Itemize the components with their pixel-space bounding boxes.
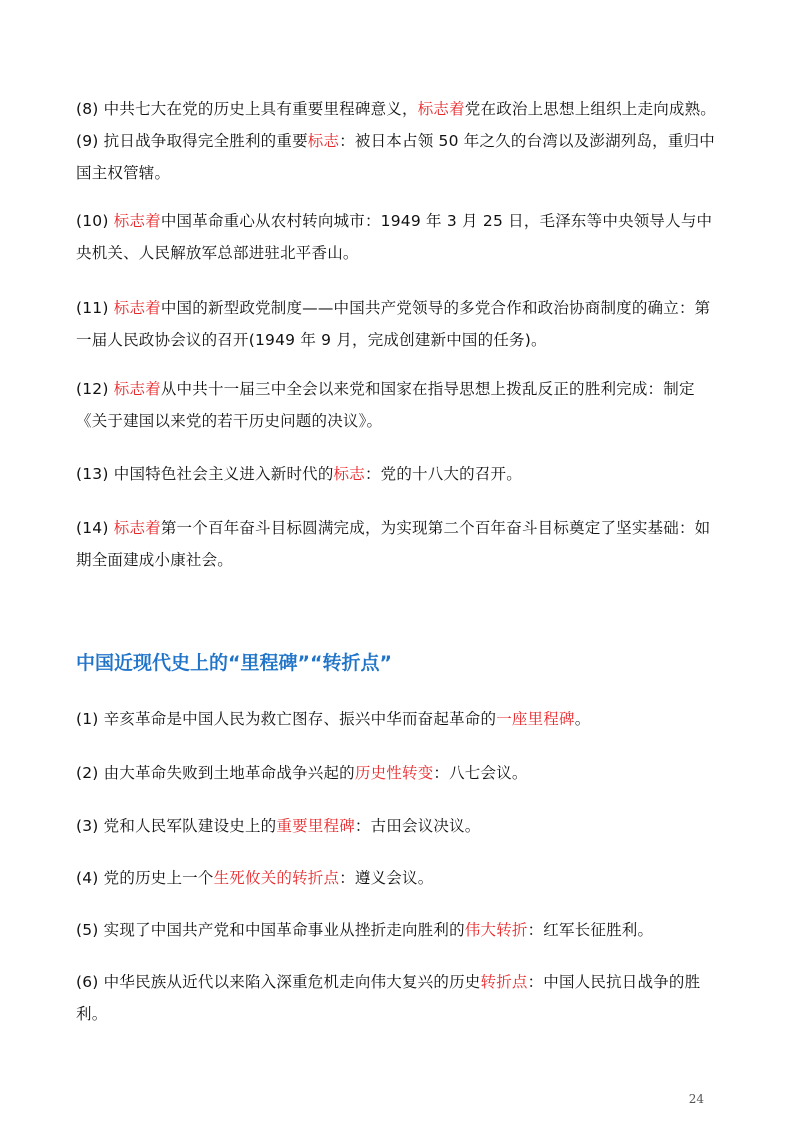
segment: 从中共十一届三中全会以来党和国家在指导思想上拨乱反正的胜利完成：制定《关于建国以来党的若干历史问题的决议》。 [76, 380, 695, 430]
page-number: 24 [688, 1092, 704, 1106]
segment: (1) 辛亥革命是中国人民为救亡图存、振兴中华而奋起革命的 [76, 710, 497, 728]
segment: (6) 中华民族从近代以来陷入深重危机走向伟大复兴的历史 [76, 973, 481, 991]
segment: (9) 抗日战争取得完全胜利的重要 [76, 132, 308, 150]
segment: (8) 中共七大在党的历史上具有重要里程碑意义， [76, 100, 418, 118]
highlight-segment: 转折点 [480, 973, 528, 991]
highlight-segment: 标志着 [113, 299, 161, 317]
segment: 中国革命重心从农村转向城市：1949 年 3 月 25 日，毛泽东等中央领导人与中央机关、人民解放军总部进驻北平香山。 [76, 212, 713, 262]
paragraph-9 [76, 125, 724, 189]
segment: 中国的新型政党制度——中国共产党领导的多党合作和政治协商制度的确立：第一届人民政协会议的召开(1949 年 9 月，完成创建新中国的任务)。 [76, 299, 711, 349]
highlight-segment: 标志着 [113, 380, 161, 398]
segment: ：遵义会议。 [339, 869, 434, 887]
segment: (2) 由大革命失败到土地革命战争兴起的 [76, 764, 355, 782]
segment: (5) 实现了中国共产党和中国革命事业从挫折走向胜利的 [76, 921, 465, 939]
list-item-2 [76, 757, 724, 789]
segment: (10) [76, 212, 114, 230]
paragraph-13 [76, 458, 724, 490]
segment: ：古田会议决议。 [354, 817, 481, 835]
segment: (14) [76, 519, 114, 537]
highlight-segment: 标志 [333, 465, 365, 483]
segment: 党在政治上思想上组织上走向成熟。 [464, 100, 716, 118]
paragraph-10 [76, 205, 724, 269]
paragraph-14 [76, 512, 724, 576]
segment: 。 [574, 710, 591, 728]
highlight-segment: 标志 [307, 132, 340, 150]
list-item-5 [76, 914, 724, 946]
segment: (4) 党的历史上一个 [76, 869, 214, 887]
paragraph-12 [76, 373, 724, 437]
segment: 第一个百年奋斗目标圆满完成，为实现第二个百年奋斗目标奠定了坚实基础：如期全面建成小康社会。 [76, 519, 711, 569]
list-item-3 [76, 810, 724, 842]
segment: (3) 党和人民军队建设史上的 [76, 817, 277, 835]
paragraph-11 [76, 292, 724, 356]
segment: ：八七会议。 [433, 764, 528, 782]
list-item-4 [76, 862, 724, 894]
segment: (11) [76, 299, 114, 317]
highlight-segment: 标志着 [417, 100, 465, 118]
highlight-segment: 伟大转折 [464, 921, 528, 939]
segment: ：中国人民抗日战争的胜利。 [76, 973, 701, 1023]
list-item-6 [76, 966, 724, 1030]
highlight-segment: 标志着 [113, 519, 161, 537]
list-item-1 [76, 703, 724, 735]
segment: ：党的十八大的召开。 [364, 465, 522, 483]
highlight-segment: 历史性转变 [354, 764, 434, 782]
highlight-segment: 标志着 [113, 212, 161, 230]
paragraph-8 [76, 93, 724, 125]
highlight-segment: 一座里程碑 [496, 710, 575, 728]
segment: (12) [76, 380, 114, 398]
segment: ：红军长征胜利。 [527, 921, 654, 939]
segment: ：被日本占领 50 年之久的台湾以及澎湖列岛，重归中国主权管辖。 [76, 132, 715, 182]
highlight-segment: 重要里程碑 [276, 817, 355, 835]
highlight-segment: 生死攸关的转折点 [213, 869, 340, 887]
section-heading: 中国近现代史上的“里程碑”“转折点” [76, 652, 392, 674]
segment: (13) 中国特色社会主义进入新时代的 [76, 465, 334, 483]
